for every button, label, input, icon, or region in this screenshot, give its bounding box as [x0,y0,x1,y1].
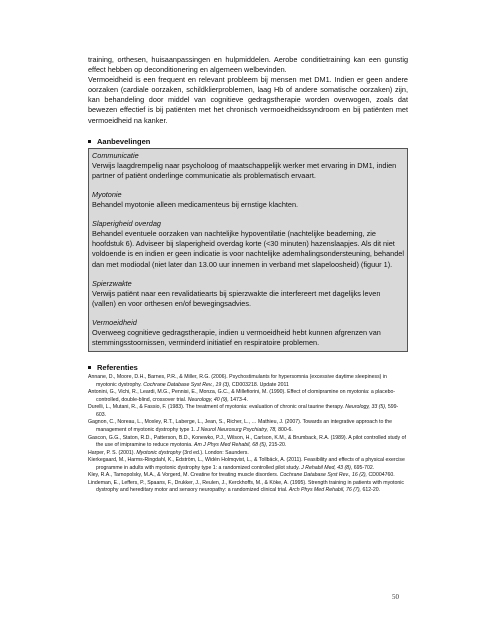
reference-text: Gagnon, C., Noreau, L., Moxley, R.T., Laberge, L., Jean, S., Richer, L., … Mathieu, J. (2007). Towards an integrative approach to the management of myotonic dystrophy type 1. [88,419,393,433]
recommendation-title: Vermoeidheid [92,317,137,327]
recommendation-slaperigheid [92,219,404,269]
recommendations-box [88,148,408,353]
reference-item [88,435,408,450]
reference-text: (3rd ed.). London: Saunders. [181,449,249,456]
reference-journal: J Neurol Neurosurg Psychiatry, 78, [196,426,277,433]
recommendations-heading [88,137,408,146]
reference-text: Durelli, L., Mutani, R., & Fassio, F. (1983). The treatment of myotonia: evaluation of chronic oral taurine therapy. [88,404,346,411]
recommendation-title: Spierzwakte [92,278,132,288]
reference-item [88,480,408,495]
reference-item [88,450,408,458]
recommendation-text: Behandel myotonie alleen medicamenteus bij ernstige klachten. [92,200,299,210]
reference-text: CD004760. [367,472,395,479]
reference-text: 800-6. [276,426,293,433]
recommendation-spierzwakte [92,279,404,309]
reference-journal: J Rehabil Med, 43 (8), [301,464,353,471]
reference-item [88,457,408,472]
reference-journal: Myotonic dystrophy [136,449,182,456]
recommendation-text: Verwijs laagdrempelig naar psycholoog of maatschappelijk werker met ervaring in DM1, indien partner of patiënt onderlinge communicatie als problematisch ervaart. [92,160,397,180]
reference-text: Harper, P. S. (2001). [88,449,137,456]
recommendation-title: Communicatie [92,150,139,160]
reference-journal: Neurology, 40 (9), [187,396,229,403]
body-paragraph: Vermoeidheid is een frequent en relevant probleem bij mensen met DM1. Indien er geen andere oorzaken (cardiale oorzaken, schildklierproblemen, laag Hb of andere somatische oorzaken) zijn, kan behandeling door middel van cognitieve gedragstherapie worden overwogen, zoals dat bewezen effectief is bij patiënten met het chronisch vermoeidheidssyndroom en bij patiënten met vermoeidheid na kanker. [88,75,408,125]
recommendation-title: Slaperigheid overdag [92,219,161,229]
recommendations-heading-text: Aanbevelingen [97,136,151,146]
reference-text: Gascon, G.G., Staton, R.D., Patterson, B.D., Konewko, P.J., Wilson, H., Carlson, K.M., & Brumback, R.A. (1989). A pilot controlled study of the use of imipramine to reduce myotonia. [88,434,406,449]
reference-text: 215-20. [267,442,287,449]
reference-journal: Neurology, 33 (5), [345,404,387,411]
reference-text: Lindeman, E., Leffers, P., Spaans, F., Drukker, J., Reulen, J., Kerckhoffs, M., & Köke, A. (1995). Strength training in patients with myotonic dystrophy and hereditary motor and sensory neuropathy: a randomized clinical trial. [88,479,405,494]
reference-list [88,374,408,495]
reference-text: 612-20. [361,487,381,494]
reference-text: CD003218. Update 2011 [230,381,289,388]
recommendation-text: Verwijs patiënt naar een revalidatiearts bij spierzwakte die interfereert met dagelijks leven (vallen) en voor orthesen en/of bewegingsadvies. [92,288,381,308]
page-number: 50 [392,593,399,601]
bullet-icon [88,140,91,143]
reference-journal: Arch Phys Med Rehabil, 76 (7), [288,487,361,494]
references-heading-text: Referenties [97,363,138,373]
page-content [88,55,408,495]
recommendation-communicatie [92,151,404,181]
recommendation-text: Overweeg cognitieve gedragstherapie, indien u vermoeidheid hebt kunnen afgrenzen van stemmingsstoornissen, verminderd initiatief en respiratoire problemen. [92,327,381,348]
reference-journal: Cochrane Database Syst Rev., 16 (2), [279,472,368,479]
reference-item [88,419,408,434]
body-paragraph: training, orthesen, huisaanpassingen en hulpmiddelen. Aerobe conditietraining kan een gunstig effect hebben op deconditionering en algemeen welbevinden. [88,55,408,75]
reference-item [88,404,408,419]
reference-item [88,472,408,480]
reference-text: Annane, D., Moore, D.H., Barnes, P.R., & Miller, R.G. (2006). Psychostimulants for hypersomnia (excessive daytime sleepiness) in myotonic dystrophy. [88,374,387,388]
recommendation-vermoeidheid [92,318,404,348]
bullet-icon [88,366,91,369]
reference-text: 1473-4. [228,396,248,403]
reference-text: 695-702. [352,464,375,471]
recommendation-myotonie [92,190,404,210]
reference-text: Antonini, G., Vichi, R., Leardi, M.G., Pennisi, E., Monza, G.C., & Millefiorini, M. (1990). Effect of clomipramine on myotonia: a placebo-controlled, double-blind, crossover trial. [88,389,396,403]
recommendation-text: Behandel eventuele oorzaken van nachtelijke hypoventilatie (nachtelijke beademing, zie hoofdstuk 6). Adviseer bij slaperigheid overdag korte (<30 minuten) hazenslaapjes. Als dit niet voldoende is en indien er geen indicatie is voor nachtelijke ademhalingsondersteuning, behandel dan met modiodal (niet later dan 13.00 uur innemen in verband met slapeloosheid) (figuur 1). [92,229,404,269]
references-heading [88,363,408,372]
reference-item [88,389,408,404]
reference-journal: Am J Phys Med Rehabil, 68 (5), [194,442,268,449]
reference-journal: Cochrane Database Syst Rev., 19 (3), [143,381,231,388]
recommendation-title: Myotonie [92,189,122,199]
reference-text: 599-603. [96,404,399,418]
reference-text: Kierkegaard, M., Harms-Ringdahl, K., Edström, L., Widén Holmqvist, L., & Tollbäck, A. (2011). Feasibility and effects of a physical exercise programme in adults with myotonic dystrophy type 1: a randomized controlled pilot study. [88,457,405,471]
reference-text: Kley, R.A., Tarnopolsky, M.A., & Vorgerd, M. Creatine for treating muscle disorders. [88,472,280,479]
reference-item [88,374,408,389]
